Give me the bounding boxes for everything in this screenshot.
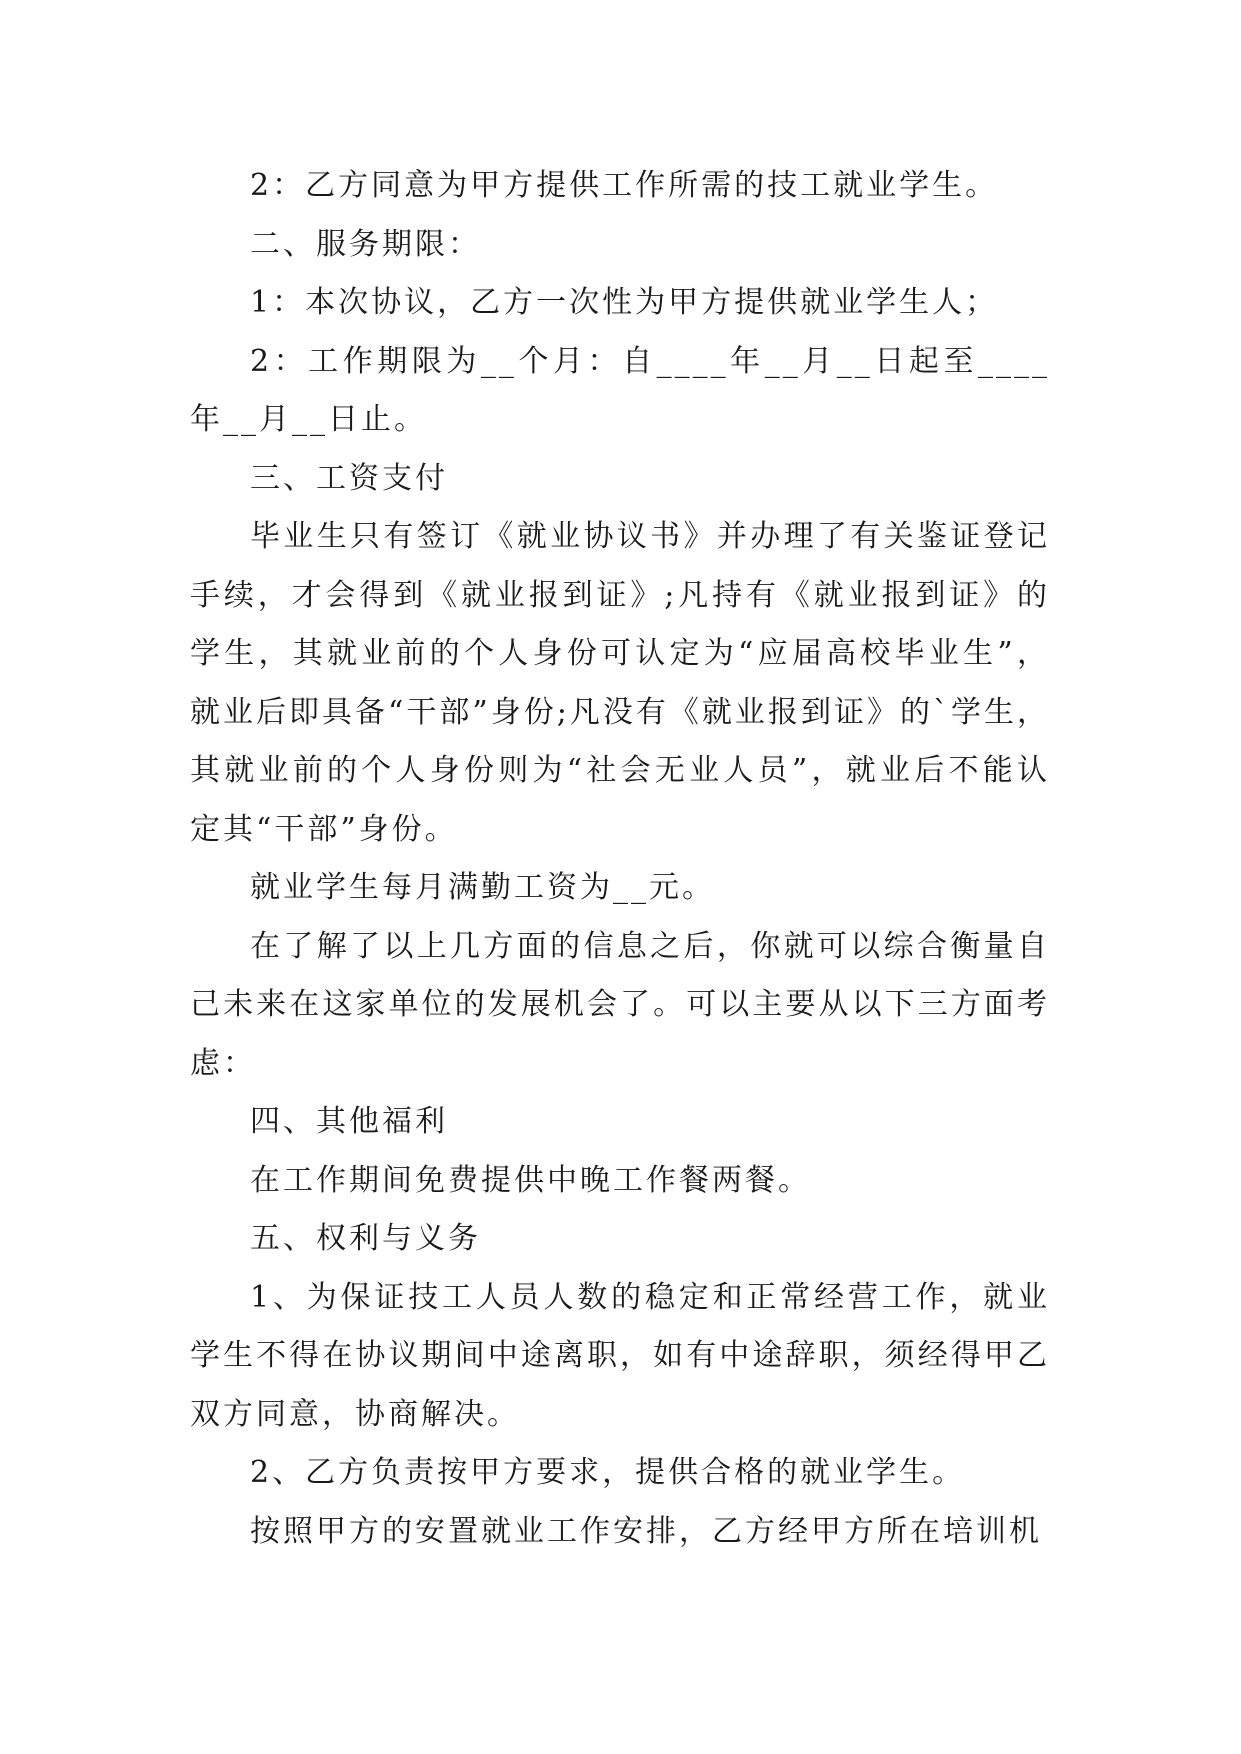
- clause-no-resignation: 1、为保证技工人员人数的稳定和正常经营工作，就业学生不得在协议期间中途离职，如有中途辞职，须经得甲乙双方同意，协商解决。: [190, 1279, 1050, 1432]
- heading-service-term: 二、服务期限：: [250, 226, 481, 262]
- clause-placement-arrangement: 按照甲方的安置就业工作安排，乙方经甲方所在培训机: [250, 1513, 1042, 1549]
- clause-free-meals: 在工作期间免费提供中晚工作餐两餐。: [250, 1162, 811, 1198]
- paragraph-employment-certificate: 毕业生只有签订《就业协议书》并办理了有关鉴证登记手续，才会得到《就业报到证》;凡持有《就业报到证》的学生，其就业前的个人身份可认定为“应届高校毕业生”，就业后即具备“干部”身份;凡没有《就业报到证》的`学生，其就业前的个人身份则为“社会无业人员”，就业后不能认定其“干部”身份。: [190, 519, 1050, 847]
- document-body: [190, 157, 1050, 1561]
- heading-wage-payment: 三、工资支付: [250, 460, 448, 496]
- clause-work-period: 2：工作期限为__个月：自____年__月__日起至____年__月__日止。: [190, 343, 1050, 437]
- clause-student-count: 1：本次协议，乙方一次性为甲方提供就业学生人；: [250, 285, 999, 320]
- clause-student-supply: 2：乙方同意为甲方提供工作所需的技工就业学生。: [250, 168, 999, 203]
- heading-rights-obligations: 五、权利与义务: [250, 1221, 481, 1256]
- clause-qualified-students: 2、乙方负责按甲方要求，提供合格的就业学生。: [250, 1455, 966, 1490]
- heading-other-benefits: 四、其他福利: [250, 1104, 448, 1139]
- paragraph-career-consideration: 在了解了以上几方面的信息之后，你就可以综合衡量自己未来在这家单位的发展机会了。可以主要从以下三方面考虑：: [190, 928, 1050, 1081]
- clause-monthly-wage: 就业学生每月满勤工资为__元。: [250, 870, 715, 905]
